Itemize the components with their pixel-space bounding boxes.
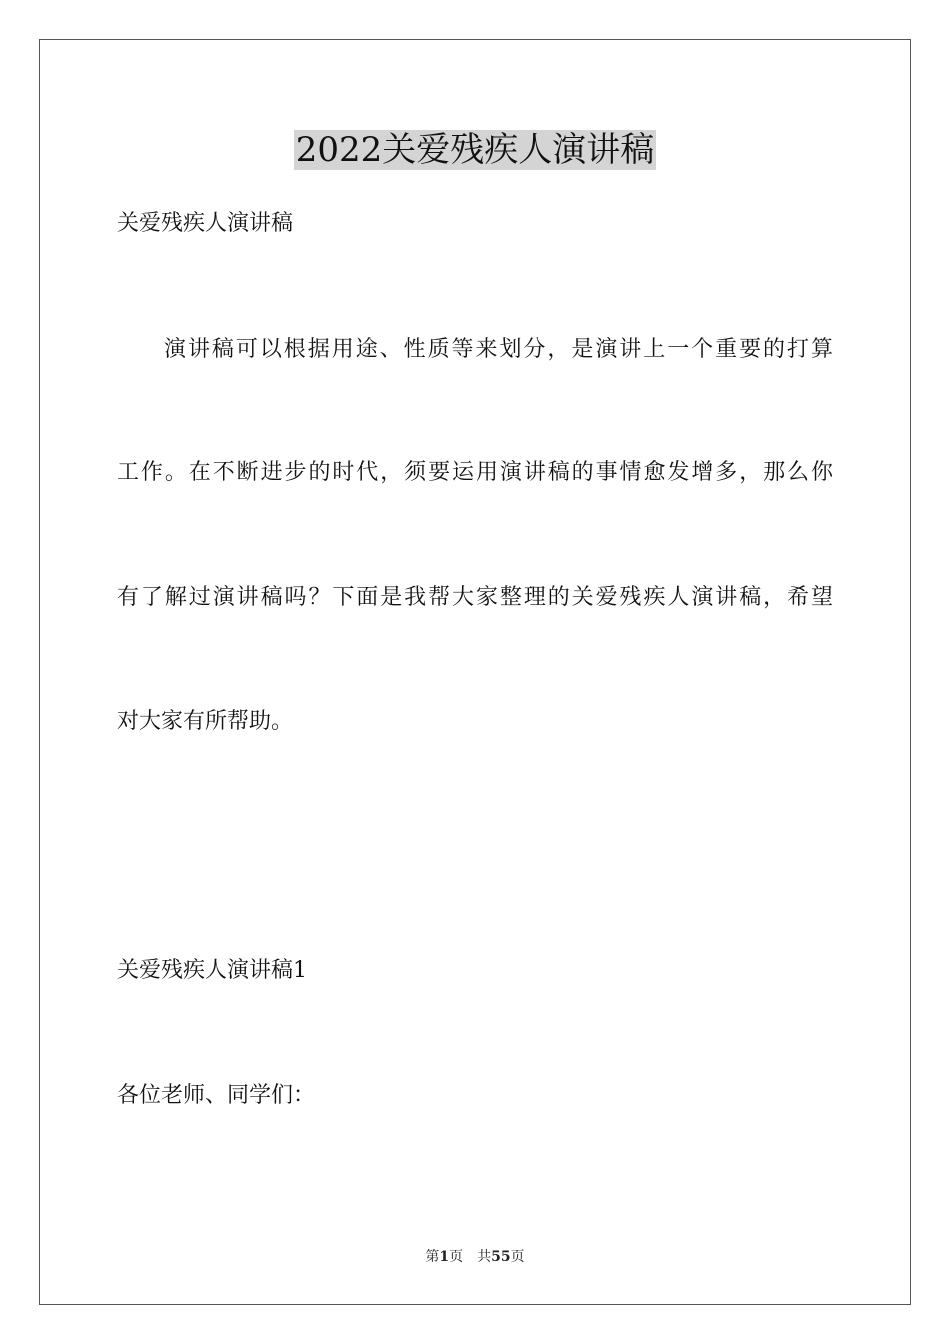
footer-page-prefix: 第	[425, 1249, 440, 1265]
document-title-text: 2022关爱残疾人演讲稿	[295, 130, 655, 170]
document-title	[0, 128, 950, 172]
salutation: 各位老师、同学们：	[117, 1083, 316, 1108]
footer-total-suffix: 页	[510, 1249, 525, 1265]
page-footer	[0, 1247, 950, 1267]
footer-total-pages: 55	[491, 1249, 511, 1265]
footer-page-suffix: 页	[449, 1249, 464, 1265]
intro-paragraph-line-3: 有了解过演讲稿吗？下面是我帮大家整理的关爱残疾人演讲稿，希望	[117, 585, 833, 610]
intro-paragraph-line-4: 对大家有所帮助。	[117, 709, 294, 734]
intro-paragraph-line-2: 工作。在不断进步的时代，须要运用演讲稿的事情愈发增多，那么你	[117, 460, 833, 485]
footer-total-prefix: 共	[477, 1249, 492, 1265]
footer-page-number: 1	[439, 1249, 450, 1265]
document-subtitle: 关爱残疾人演讲稿	[117, 211, 294, 236]
intro-paragraph-line-1: 演讲稿可以根据用途、性质等来划分，是演讲上一个重要的打算	[164, 337, 833, 362]
section-heading: 关爱残疾人演讲稿1	[117, 958, 307, 983]
